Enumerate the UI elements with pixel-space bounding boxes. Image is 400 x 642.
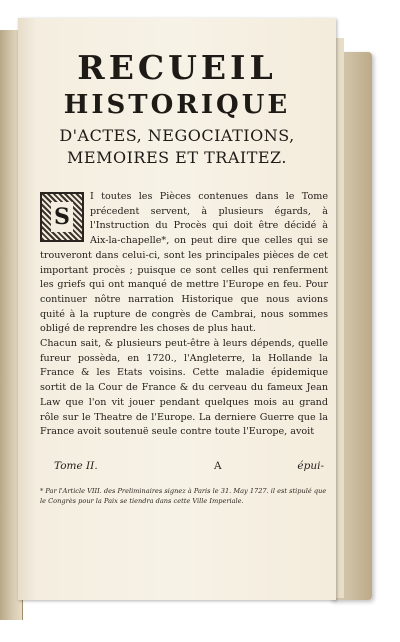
subtitle-actes: D'ACTES, NEGOCIATIONS, <box>59 126 295 145</box>
tome-label: Tome II. <box>54 460 98 472</box>
dropcap-letter: S <box>51 202 73 232</box>
paragraph-1: I toutes les Pièces contenues dans le Tome précedent servent, à plusieurs égards, à l'Instruction du Procès qui doit être décidé à Aix-la-chapelle*, on peut dire que celles qui se trouveront dans celui-ci, sont les principales pièces de cet important procès ; puisque ce sont celles qui renferment les griefs qui ont manqué de mettre l'Europe en feu. Pour continuer nôtre narration Historique que nous avions quité à la rupture de congrès de Cambrai, nous sommes obligé de reprendre les choses de plus haut. <box>40 191 328 335</box>
catchword: épui- <box>297 460 324 472</box>
footnote: * Par l'Article VIII. des Preliminaires signez à Paris le 31. May 1727. il est stipulé que le Congrès pour la Paix se tiendra dans cette Ville Imperiale. <box>40 487 327 505</box>
subtitle-memoires: MEMOIRES ET TRAITEZ. <box>67 148 287 167</box>
paragraph-2: Chacun sait, & plusieurs peut-être à leurs dépends, quelle fureur possèda, en 1720., l'Angleterre, la Hollande la France & les Etats voisins. Cette maladie épidemique sortit de la Cour de France & du cerveau du fameux Jean Law que l'on vit jouer pendant quelques mois au grand rôle sur le Theatre de l'Europe. La derniere Guerre que la France avoit soutenuë seule contre toute l'Europe, avoit <box>40 338 328 438</box>
signature-mark: A <box>214 460 222 472</box>
title-recueil: RECUEIL <box>77 48 277 87</box>
title-historique: HISTORIQUE <box>63 90 291 120</box>
body-text <box>40 190 328 440</box>
ornamental-dropcap <box>40 192 84 242</box>
